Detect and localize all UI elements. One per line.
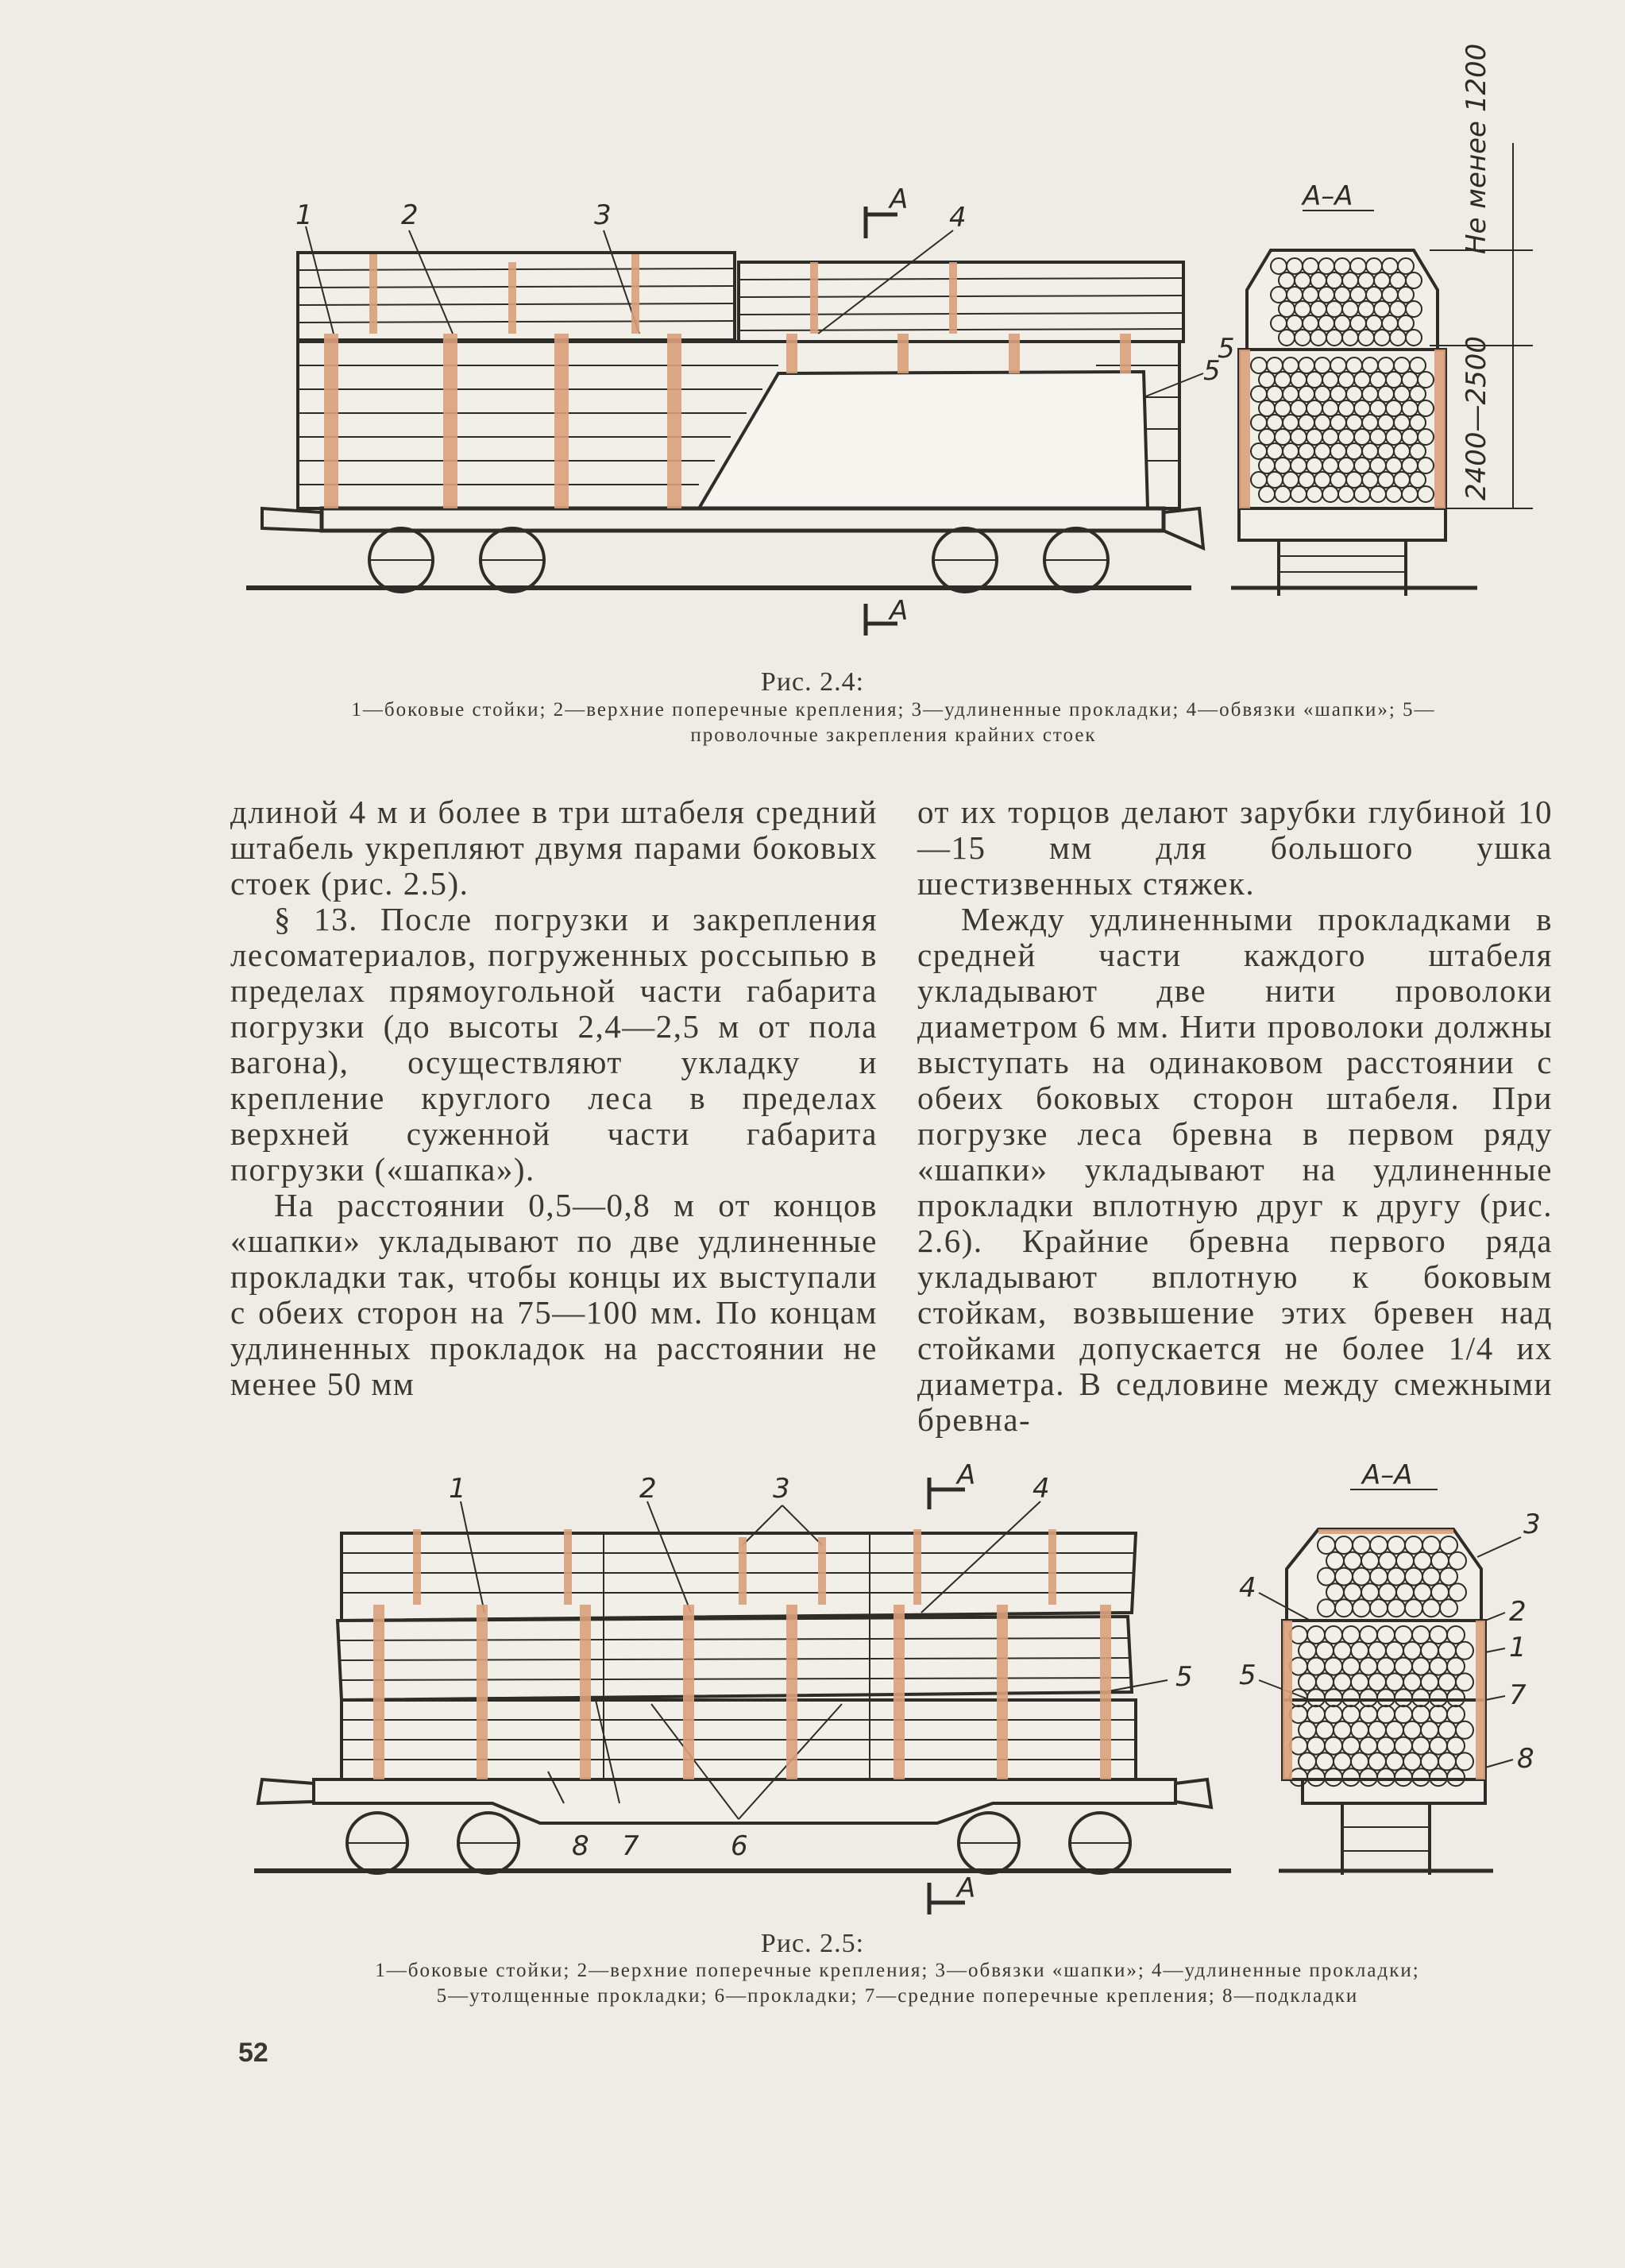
svg-text:5: 5 (1175, 1661, 1193, 1693)
figure-1-caption: Рис. 2.4: (760, 667, 865, 697)
svg-text:3: 3 (1523, 1509, 1541, 1540)
left-paragraph-1: длиной 4 м и более в три штабеля средний штабель укрепляют двумя парами боковых стоек (рис. 2.5). (230, 794, 878, 902)
dim-label-top: Не менее 1200 (1461, 43, 1492, 254)
svg-text:А: А (890, 184, 909, 215)
svg-text:А–А: А–А (1362, 1459, 1413, 1491)
svg-text:2: 2 (1509, 1596, 1527, 1628)
svg-text:7: 7 (622, 1830, 639, 1862)
svg-text:6: 6 (731, 1830, 748, 1862)
svg-text:А–А: А–А (1303, 180, 1353, 212)
figure-1-legend-line-2: проволочные закрепления крайних стоек (690, 724, 1097, 746)
svg-text:1: 1 (295, 199, 313, 231)
right-paragraph-1: от их торцов делают зарубки глубиной 10—15 мм для большого ушка шестизвенных стяжек. (917, 794, 1553, 902)
svg-text:2: 2 (639, 1473, 657, 1505)
svg-text:5: 5 (1218, 333, 1235, 365)
svg-text:3: 3 (773, 1473, 790, 1505)
svg-text:1: 1 (1509, 1632, 1527, 1663)
svg-text:3: 3 (594, 199, 612, 231)
figure-2-legend-line-1: 1—боковые стойки; 2—верхние поперечные крепления; 3—обвязки «шапки»; 4—удлиненные прокладки; (375, 1960, 1420, 1981)
page-number: 52 (238, 2038, 268, 2068)
figure-2-legend-line-2: 5—утолщенные прокладки; 6—прокладки; 7—средние поперечные крепления; 8—подкладки (436, 1985, 1359, 2007)
svg-text:А: А (957, 1459, 976, 1491)
dim-label-bottom: 2400—2500 (1461, 335, 1492, 500)
svg-text:8: 8 (572, 1830, 589, 1862)
svg-text:А: А (957, 1872, 976, 1904)
figure-2-caption: Рис. 2.5: (760, 1929, 865, 1958)
svg-text:4: 4 (1239, 1572, 1256, 1604)
left-paragraph-2: § 13. После погрузки и закрепления лесоматериалов, погруженных россыпью в пределах прямоугольной части габарита погрузки (до высоты 2,4—2,5 м от пола вагона), осуществляют укладку и крепление круглого леса в пределах верхней суженной части габарита погрузки («шапка»). (230, 901, 878, 1188)
svg-text:1: 1 (449, 1473, 466, 1505)
svg-text:8: 8 (1517, 1743, 1534, 1775)
right-paragraph-2: Между удлиненными прокладками в средней части каждого штабеля укладывают две нити проволоки диаметром 6 мм. Нити проволоки должны выступать на одинаковом расстоянии с обеих боковых сторон штабеля. При погрузке леса бревна в первом ряду «шапки» укладывают на удлиненные прокладки вплотную друг к другу (рис. 2.6). Крайние бревна первого ряда укладывают вплотную к боковым стойкам, возвышение этих бревен над стойками допускается не более 1/4 их диаметра. В седловине между смежными бревна- (917, 901, 1553, 1438)
svg-text:5: 5 (1203, 355, 1221, 387)
left-paragraph-3: На расстоянии 0,5—0,8 м от концов «шапки» укладывают по две удлиненные прокладки так, чтобы концы их выступали с обеих сторон на 75—100 мм. По концам удлиненных прокладок на расстоянии не менее 50 мм (230, 1187, 878, 1402)
svg-text:7: 7 (1509, 1679, 1527, 1711)
svg-text:4: 4 (1033, 1473, 1050, 1505)
svg-text:А: А (890, 595, 909, 627)
svg-text:4: 4 (949, 202, 967, 234)
svg-text:2: 2 (401, 199, 419, 231)
svg-text:5: 5 (1239, 1659, 1256, 1691)
figure-1-legend-line-1: 1—боковые стойки; 2—верхние поперечные крепления; 3—удлиненные прокладки; 4—обвязки «шапки»; 5— (351, 699, 1436, 721)
